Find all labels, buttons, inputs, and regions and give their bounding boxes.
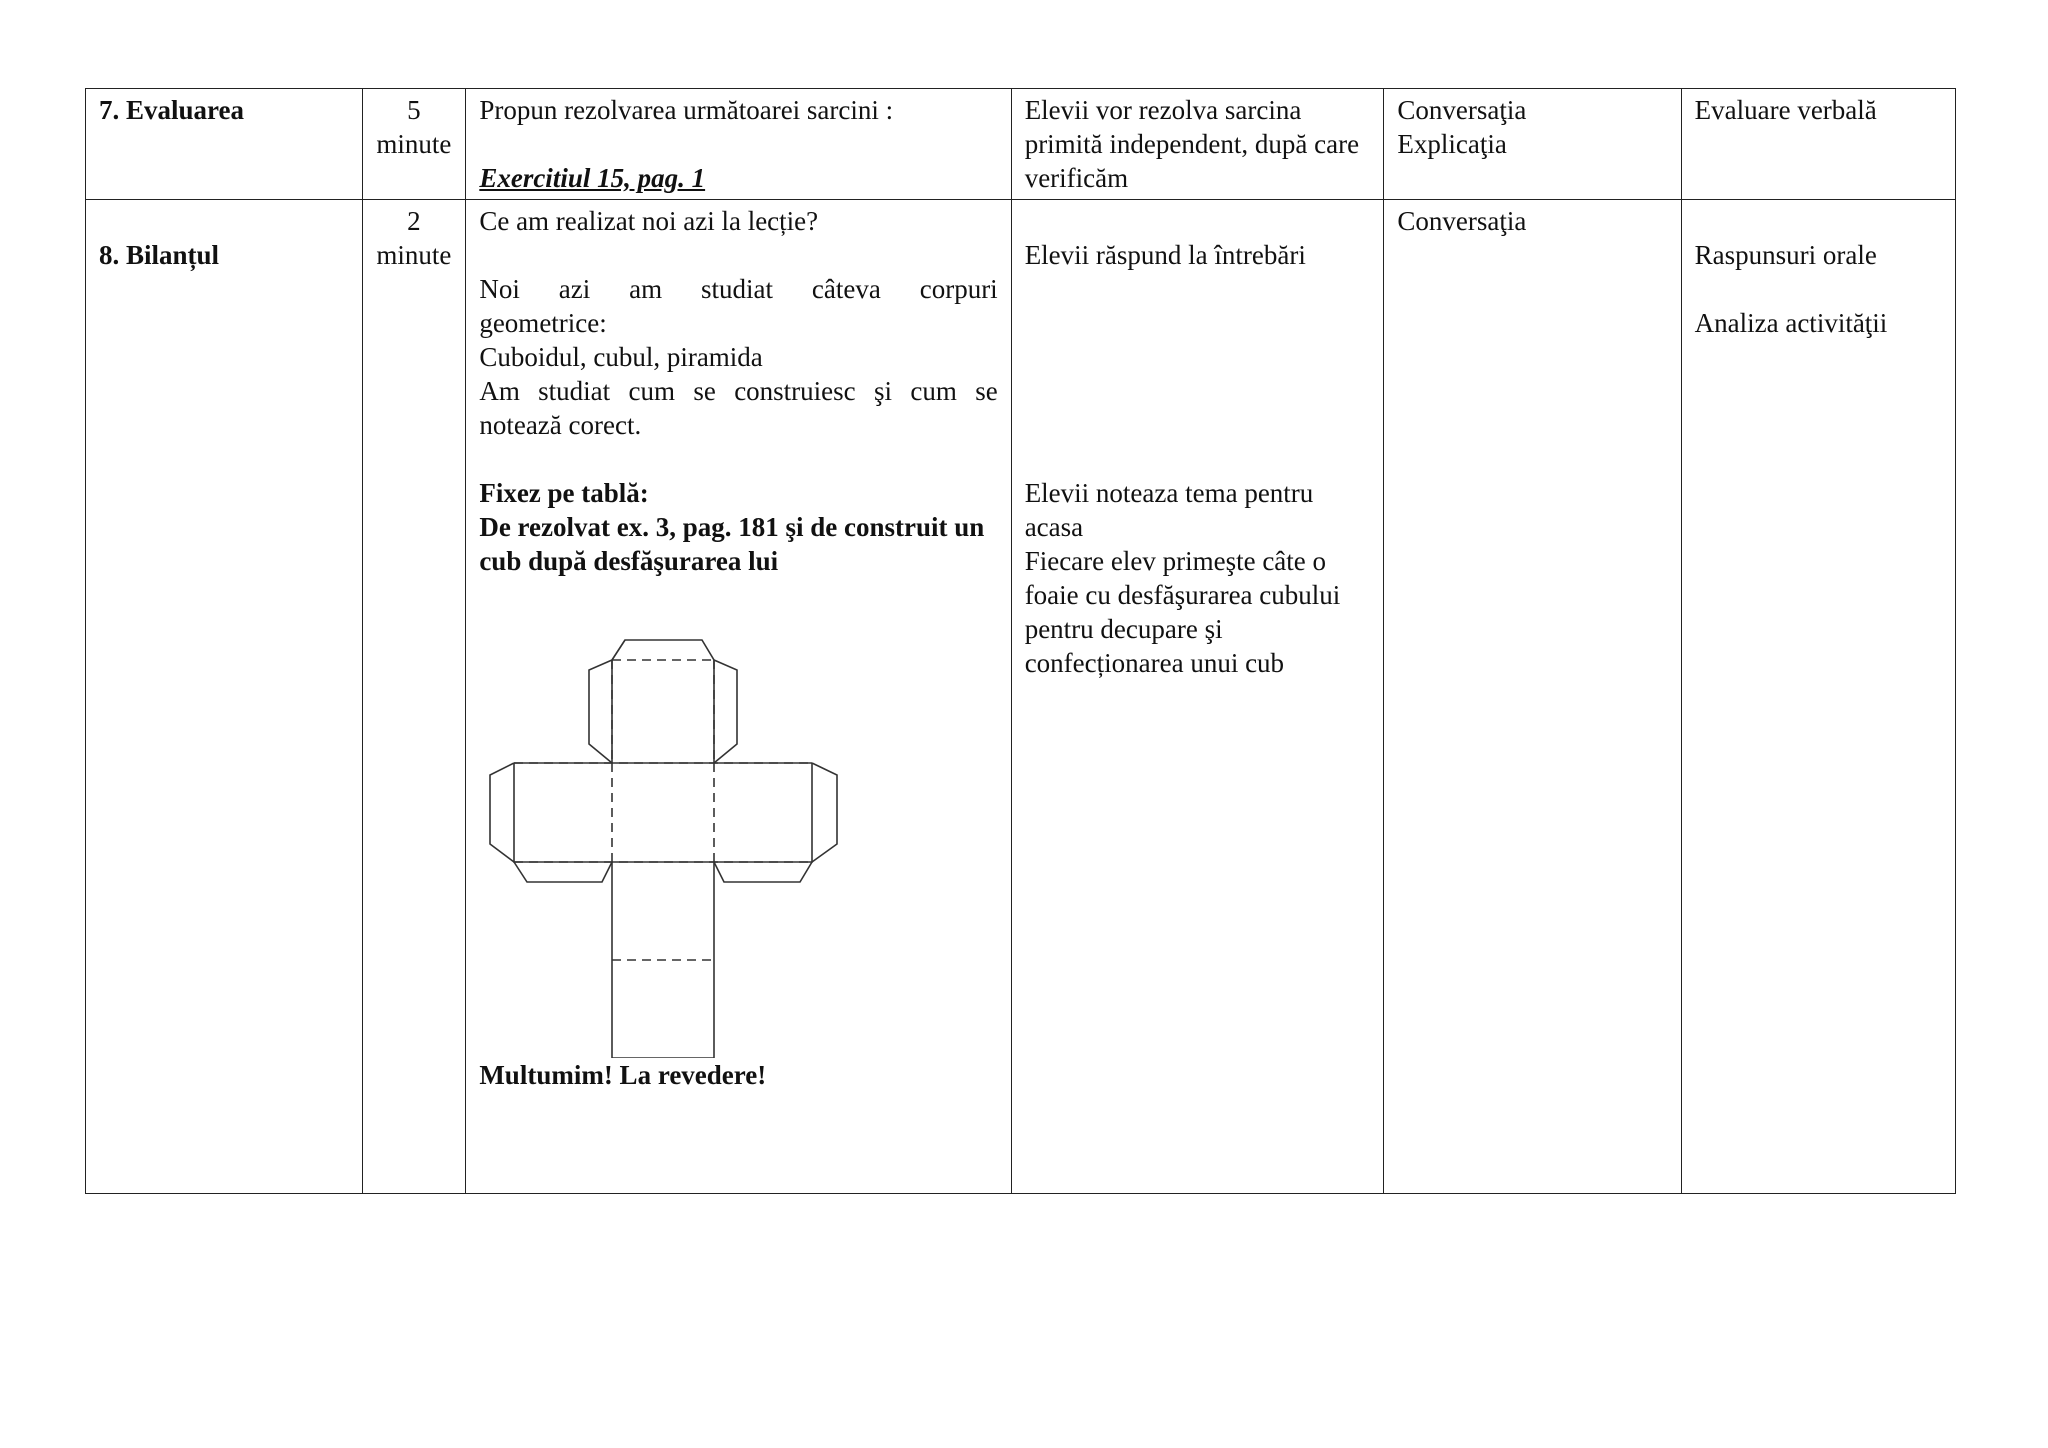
summary-line: Cuboidul, cubul, piramida (479, 342, 763, 372)
time-cell (362, 200, 466, 1194)
method-item: Conversaţia (1397, 206, 1527, 236)
students-cell (1011, 89, 1384, 200)
method-item: Explicaţia (1397, 129, 1507, 159)
method-item: Conversaţia (1397, 95, 1527, 125)
stage-cell (86, 200, 363, 1194)
methods-cell (1384, 89, 1681, 200)
students-activity: Elevii vor rezolva sarcina primită independent, după care verificăm (1024, 95, 1360, 193)
time-value: 5 (407, 95, 421, 125)
table-row (86, 200, 1956, 1194)
stage-title: 7. Evaluarea (99, 95, 245, 125)
summary-line: geometrice: (479, 308, 607, 338)
cube-net-figure (484, 618, 997, 1058)
recap-question: Ce am realizat noi azi la lecție? (479, 206, 819, 236)
content-intro: Propun rezolvarea următoarei sarcini : (479, 95, 894, 125)
time-unit: minute (376, 240, 452, 270)
evaluation-item: Raspunsuri orale (1694, 240, 1877, 270)
closing-text: Multumim! La revedere! (479, 1060, 767, 1090)
evaluation-item: Evaluare verbală (1694, 95, 1877, 125)
students-cell (1011, 200, 1384, 1194)
time-cell (362, 89, 466, 200)
homework-text: De rezolvat ex. 3, pag. 181 şi de construit un cub după desfăşurarea lui (479, 512, 985, 576)
lesson-plan-table (85, 88, 1956, 1194)
time-unit: minute (376, 129, 452, 159)
summary-line: Noi azi am studiat câteva corpuri (479, 274, 998, 304)
exercise-reference: Exercitiul 15, pag. 1 (479, 163, 706, 193)
cube-net-diagram-icon (484, 618, 854, 1058)
students-activity: Elevii răspund la întrebări (1024, 240, 1306, 270)
table-row (86, 89, 1956, 200)
evaluation-cell (1681, 200, 1955, 1194)
methods-cell (1384, 200, 1681, 1194)
evaluation-item: Analiza activităţii (1694, 308, 1888, 338)
content-cell (466, 200, 1011, 1194)
evaluation-cell (1681, 89, 1955, 200)
students-activity: Elevii noteaza tema pentru acasa (1024, 478, 1314, 542)
summary-line: Am studiat cum se construiesc şi cum se notează corect. (479, 376, 998, 440)
stage-cell (86, 89, 363, 200)
time-value: 2 (407, 206, 421, 236)
students-activity: Fiecare elev primeşte câte o foaie cu desfăşurarea cubului pentru decupare şi confecționarea unui cub (1024, 546, 1341, 678)
stage-title: 8. Bilanțul (99, 240, 220, 270)
content-cell (466, 89, 1011, 200)
board-title: Fixez pe tablă: (479, 478, 649, 508)
